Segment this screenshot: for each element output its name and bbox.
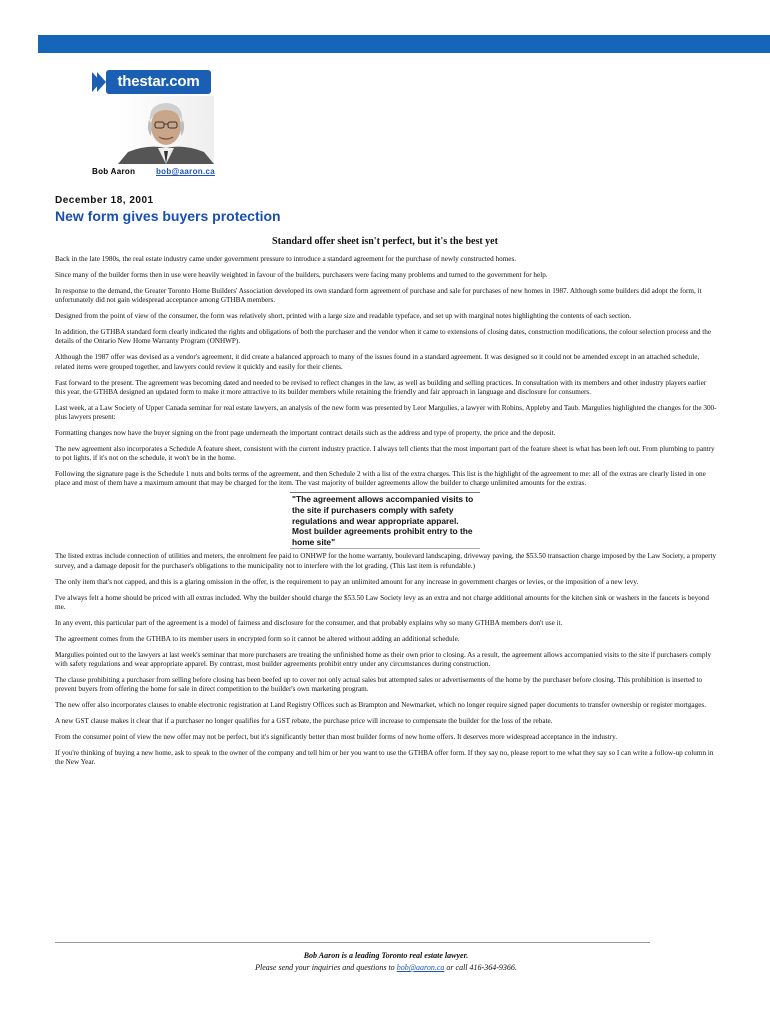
author-email-link[interactable]: bob@aaron.ca [156, 167, 215, 176]
pull-quote: "The agreement allows accompanied visits to the site if purchasers comply with safety regulations and wear appropriate apparel. Most builder agreements prohibit entry to the home site" [290, 492, 480, 549]
article-date: December 18, 2001 [55, 195, 154, 206]
paragraph: Margulies pointed out to the lawyers at last week's seminar that more purchasers are treating the unfinished home as their own prior to closing. As a result, the agreement allows accompanied visits to the site if purchasers comply with safety regulations and wear appropriate apparel. By contrast, most builder agreements prohibit entry under any circumstances during construction. [55, 650, 712, 668]
top-banner-bar [38, 35, 770, 53]
paragraph: A new GST clause makes it clear that if a purchaser no longer qualifies for a GST rebate, the purchase price will increase to compensate the builder for the loss of the rebate. [55, 717, 553, 726]
paragraph: The new offer also incorporates clauses to enable electronic registration at Land Registry Offices such as Brampton and Newmarket, which no longer require signed paper documents to transfer ownership or register mortgages. [55, 701, 706, 710]
paragraph: Formatting changes now have the buyer signing on the front page underneath the important contract details such as the address and type of property, the price and the deposit. [55, 429, 556, 438]
author-bio: Bob Aaron is a leading Toronto real estate lawyer. [303, 951, 469, 960]
paragraph: Although the 1987 offer was devised as a vendor's agreement, it did create a balanced approach to many of the issues found in a standard agreement. It was designed so it could not be amended except in an attached schedule, related items were grouped together, and lawyers could review it quickly and easily for their clients. [55, 353, 700, 371]
paragraph: In response to the demand, the Greater Toronto Home Builders' Association developed its own standard form agreement of purchase and sale for purchases of new homes in 1987. Although some builders did adopt the form, it unfortunately did not gain widespread acceptance among GTHBA members. [55, 287, 702, 305]
paragraph: Designed from the point of view of the consumer, the form was relatively short, printed with a large size and readable typeface, and set up with marginal notes highlighting the contents of each section. [55, 312, 632, 321]
paragraph: The listed extras include connection of utilities and meters, the enrolment fee paid to ONHWP for the home warranty, boulevard landscaping, driveway paving, the $53.50 transaction charge imposed by the Law Society, a property survey, and a damage deposit for the purchaser's obligations to the municipality not to interfere with the lot grading. (This last item is refundable.) [55, 552, 717, 570]
paragraph: Fast forward to the present. The agreement was becoming dated and needed to be revised to reflect changes in the law, as well as building and selling practices. In consultation with its members and other industry players earlier this year, the GTHBA designed an updated form to make it more attractive to its builder members while retaining the friendly and fair approach in language and disclosure for consumers. [55, 378, 707, 396]
article-headline: New form gives buyers protection [55, 208, 281, 224]
thestar-logo[interactable] [92, 70, 214, 94]
logo-chevron-icon [97, 72, 106, 92]
contact-line [55, 963, 717, 972]
logo-text: thestar.com [106, 70, 211, 94]
article-body [55, 255, 717, 774]
contact-prefix: Please send your inquiries and questions to [255, 963, 395, 972]
paragraph: The agreement comes from the GTHBA to its member users in encrypted form so it cannot be altered without adding an additional schedule. [55, 634, 460, 643]
author-name: Bob Aaron [92, 167, 136, 176]
paragraph: In any event, this particular part of the agreement is a model of fairness and disclosure for the consumer, and that probably explains why so many GTHBA members don't use it. [55, 618, 563, 627]
article-subhead: Standard offer sheet isn't perfect, but it's the best yet [272, 236, 498, 247]
paragraph: The new agreement also incorporates a Schedule A feature sheet, consistent with the current industry practice. I always tell clients that the most important part of the feature sheet is what has been left out. From plumbing to pantry to pot lights, if it's not on the schedule, it won't be in the home. [55, 445, 715, 463]
paragraph: The clause prohibiting a purchaser from selling before closing has been beefed up to cover not only actual sales but attempted sales or advertisements of the home by the purchaser before closing. This prohibition is inserted to prevent buyers from offering the home for sale in direct competition to the builder's own marketing program. [55, 676, 703, 694]
footer-divider [55, 942, 650, 943]
paragraph: If you're thinking of buying a new home, ask to speak to the owner of the company and tell him or her you want to use the GTHBA offer form. If they say no, please report to me what they say so I can write a follow-up column in the New Year. [55, 749, 714, 767]
paragraph: The only item that's not capped, and this is a glaring omission in the offer, is the requirement to pay an unlimited amount for any increase in government charges or levies, or the imposition of a new levy. [55, 577, 639, 586]
paragraph: Following the signature page is the Schedule 1 nuts and bolts terms of the agreement, and then Schedule 2 with a list of the extra charges. This list is the highlight of the agreement to me: all of the extras are clearly listed in one place and most of them have a maximum amount that may be charged for the item. The vast majority of builder agreements allow the builder to charge unlimited amounts for the extras. [55, 470, 706, 488]
paragraph: Since many of the builder forms then in use were heavily weighted in favour of the builders, purchasers were facing many problems and turned to the government for help. [55, 271, 548, 279]
paragraph: Back in the late 1980s, the real estate industry came under government pressure to introduce a standard agreement for the purchase of newly constructed homes. [55, 255, 517, 263]
paragraph: From the consumer point of view the new offer may not be perfect, but it's significantly better than most builder forms of new home offers. It deserves more widespread acceptance in the industry. [55, 733, 618, 742]
paragraph: Last week, at a Law Society of Upper Canada seminar for real estate lawyers, an analysis of the new form was presented by Leor Margulies, a lawyer with Robins, Appleby and Taub. Margulies highlighted the changes for the 300-plus lawyers present: [55, 403, 717, 422]
paragraph: In addition, the GTHBA standard form clearly indicated the rights and obligations of both the purchaser and the vendor when it came to extensions of closing dates, construction modifications, the colour selection process and the details of the Ontario New Home Warranty Program (ONHWP). [55, 328, 712, 346]
contact-email-link[interactable]: bob@aaron.ca [396, 963, 445, 972]
author-photo [118, 96, 214, 164]
contact-suffix: or call 416-364-9366. [446, 963, 517, 972]
paragraph: I've always felt a home should be priced with all extras included. Why the builder should charge the $53.50 Law Society levy as an extra and not charge additional amounts for the kitchen sink or washers in the faucets is beyond me. [55, 593, 709, 611]
